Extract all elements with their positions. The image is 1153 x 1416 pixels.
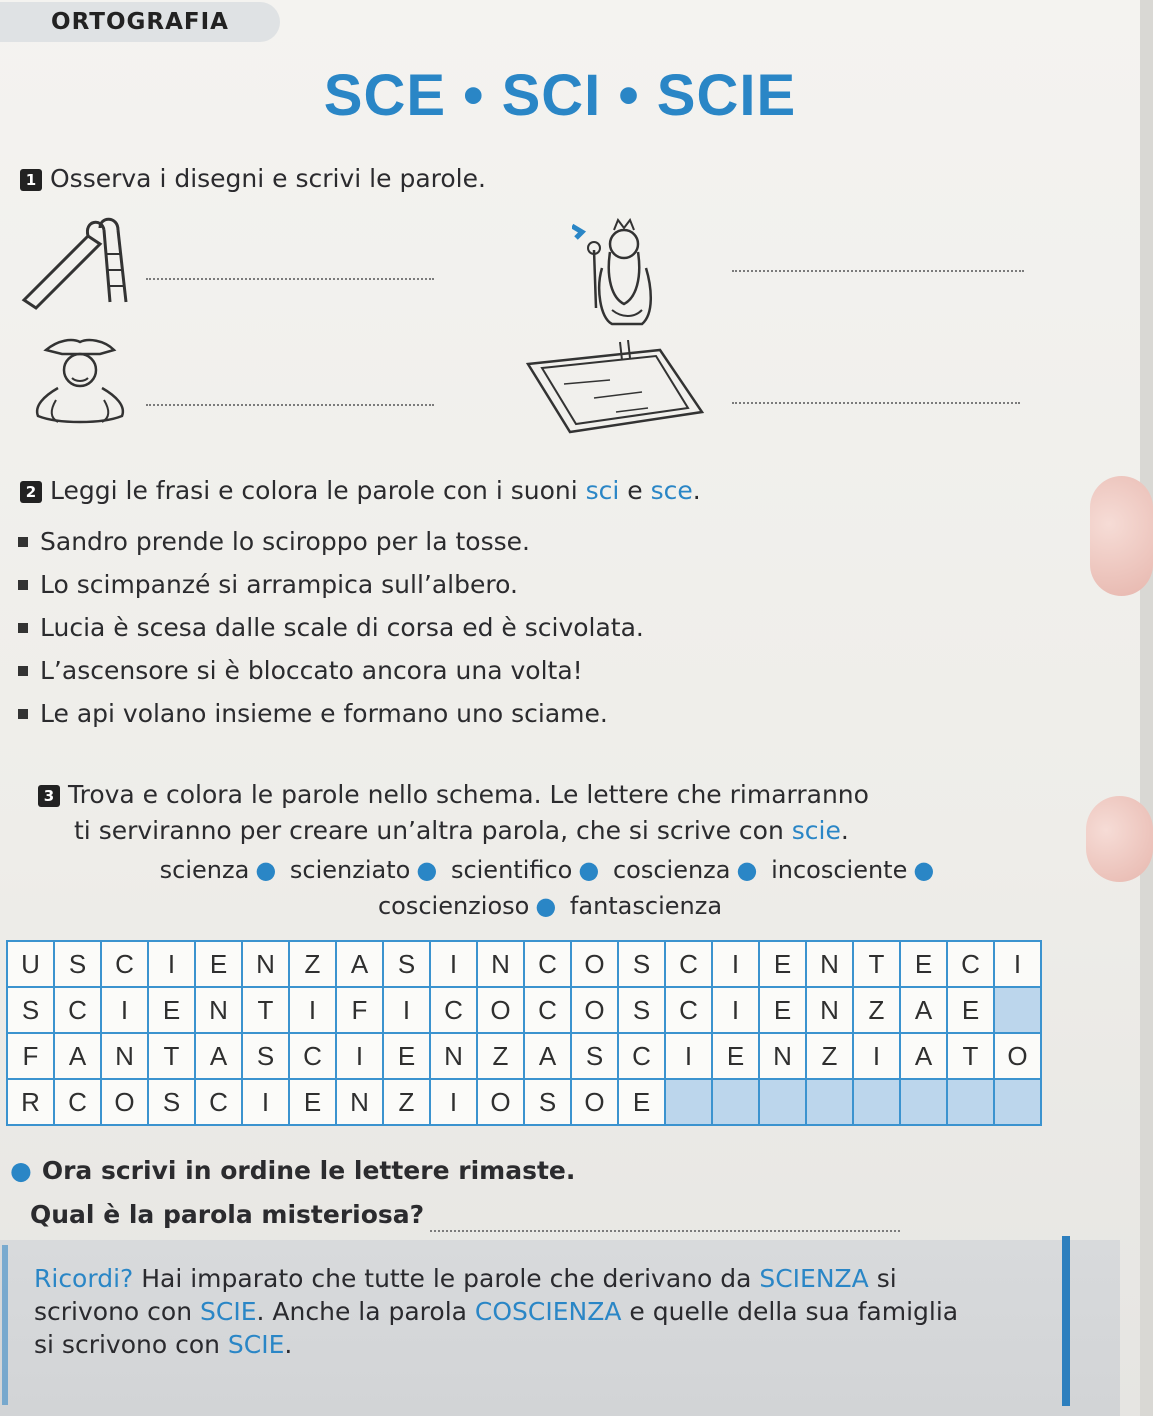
fingertip <box>1090 476 1153 596</box>
grid-cell[interactable]: I <box>337 1034 384 1080</box>
grid-cell[interactable]: C <box>666 942 713 988</box>
grid-cell[interactable]: F <box>8 1034 55 1080</box>
grid-cell[interactable]: C <box>525 942 572 988</box>
grid-cell[interactable]: N <box>102 1034 149 1080</box>
grid-cell[interactable]: C <box>55 1080 102 1126</box>
word-search-grid <box>6 940 1042 1126</box>
grid-cell[interactable]: C <box>619 1034 666 1080</box>
grid-cell-blank[interactable] <box>948 1080 995 1126</box>
word-bank-item: incosciente <box>771 856 908 884</box>
grid-cell[interactable]: O <box>572 1080 619 1126</box>
grid-cell[interactable]: O <box>478 988 525 1034</box>
grid-cell[interactable]: A <box>337 942 384 988</box>
fingertip <box>1086 796 1153 882</box>
word-bank-line-1: scienza ● scienziato ● scientifico ● coscienza ● incosciente ● <box>159 856 935 884</box>
mystery-word-answer-line[interactable] <box>430 1230 900 1232</box>
exercise-1-number: 1 <box>20 169 42 191</box>
grid-cell-blank[interactable] <box>995 1080 1042 1126</box>
followup-instruction: ● Ora scrivi in ordine le lettere rimaste. <box>10 1156 576 1185</box>
sound-sci: sci <box>585 476 620 505</box>
grid-cell[interactable]: I <box>713 942 760 988</box>
answer-line-3[interactable] <box>146 404 434 406</box>
grid-cell[interactable]: A <box>55 1034 102 1080</box>
grid-cell[interactable]: E <box>901 942 948 988</box>
word-bank-line-2: coscienzioso ● fantascienza <box>377 892 723 920</box>
grid-cell[interactable]: C <box>55 988 102 1034</box>
grid-cell[interactable]: C <box>431 988 478 1034</box>
grid-cell[interactable]: N <box>196 988 243 1034</box>
sentence-item[interactable]: L’ascensore si è bloccato ancora una volta! <box>18 649 644 692</box>
grid-cell[interactable]: E <box>196 942 243 988</box>
grid-cell[interactable]: S <box>525 1080 572 1126</box>
grid-cell[interactable]: T <box>854 942 901 988</box>
grid-cell[interactable]: N <box>337 1080 384 1126</box>
grid-cell[interactable]: N <box>760 1034 807 1080</box>
grid-cell[interactable]: E <box>384 1034 431 1080</box>
sound-sce: sce <box>650 476 693 505</box>
exercise-2-number: 2 <box>20 481 42 503</box>
grid-cell-blank[interactable] <box>713 1080 760 1126</box>
grid-cell[interactable]: S <box>384 942 431 988</box>
grid-cell[interactable]: E <box>760 942 807 988</box>
sentence-item[interactable]: Le api volano insieme e formano uno sciame. <box>18 692 644 735</box>
grid-cell[interactable]: E <box>713 1034 760 1080</box>
grid-cell[interactable]: O <box>995 1034 1042 1080</box>
word-bank-item: fantascienza <box>569 892 723 920</box>
grid-cell[interactable]: A <box>901 988 948 1034</box>
grid-cell[interactable]: I <box>431 942 478 988</box>
grid-cell[interactable]: N <box>431 1034 478 1080</box>
grid-cell[interactable]: N <box>807 988 854 1034</box>
grid-cell[interactable]: O <box>478 1080 525 1126</box>
grid-cell[interactable]: C <box>196 1080 243 1126</box>
sentence-item[interactable]: Lo scimpanzé si arrampica sull’albero. <box>18 563 644 606</box>
grid-cell[interactable]: I <box>384 988 431 1034</box>
recall-accent-bar-left <box>2 1245 8 1405</box>
recall-lead: Ricordi? <box>34 1264 134 1293</box>
grid-cell[interactable]: C <box>290 1034 337 1080</box>
exercise-2-instruction: 2 Leggi le frasi e colora le parole con i suoni sci e sce. <box>20 476 701 505</box>
sheriff-drawing <box>28 330 132 426</box>
grid-cell[interactable]: Z <box>807 1034 854 1080</box>
grid-cell[interactable]: Z <box>854 988 901 1034</box>
grid-cell[interactable]: C <box>525 988 572 1034</box>
grid-cell[interactable]: T <box>243 988 290 1034</box>
grid-cell[interactable]: C <box>948 942 995 988</box>
grid-cell-blank[interactable] <box>995 988 1042 1034</box>
grid-cell-blank[interactable] <box>901 1080 948 1126</box>
grid-cell[interactable]: N <box>807 942 854 988</box>
word-bank-item: scienza <box>159 856 250 884</box>
grid-cell[interactable]: I <box>149 942 196 988</box>
grid-cell[interactable]: O <box>572 942 619 988</box>
mystery-word-question: Qual è la parola misteriosa? <box>30 1200 425 1229</box>
grid-cell[interactable]: S <box>243 1034 290 1080</box>
grid-cell-blank[interactable] <box>854 1080 901 1126</box>
grid-cell[interactable]: I <box>713 988 760 1034</box>
grid-cell[interactable]: C <box>666 988 713 1034</box>
sentence-item[interactable]: Lucia è scesa dalle scale di corsa ed è scivolata. <box>18 606 644 649</box>
grid-cell[interactable]: N <box>478 942 525 988</box>
page-title: SCE • SCI • SCIE <box>323 63 797 128</box>
grid-cell[interactable]: Z <box>384 1080 431 1126</box>
grid-cell[interactable]: I <box>290 988 337 1034</box>
grid-cell[interactable]: A <box>901 1034 948 1080</box>
grid-cell[interactable]: I <box>854 1034 901 1080</box>
grid-cell[interactable]: I <box>666 1034 713 1080</box>
answer-line-1[interactable] <box>146 278 434 280</box>
exercise-3-instruction: 3 Trova e colora le parole nello schema. Le lettere che rimarranno <box>38 780 869 809</box>
section-tag: ORTOGRAFIA <box>0 2 280 42</box>
answer-line-2[interactable] <box>732 270 1024 272</box>
grid-cell[interactable]: I <box>995 942 1042 988</box>
grid-cell[interactable]: S <box>619 988 666 1034</box>
grid-cell[interactable]: E <box>760 988 807 1034</box>
king-with-scepter-drawing <box>572 218 668 330</box>
word-bank-item: scientifico <box>450 856 573 884</box>
grid-cell[interactable]: A <box>196 1034 243 1080</box>
grid-cell[interactable]: I <box>243 1080 290 1126</box>
grid-cell[interactable]: T <box>149 1034 196 1080</box>
grid-cell[interactable]: Z <box>290 942 337 988</box>
grid-cell[interactable]: S <box>55 942 102 988</box>
grid-cell[interactable]: F <box>337 988 384 1034</box>
grid-cell[interactable]: E <box>290 1080 337 1126</box>
grid-cell[interactable]: N <box>243 942 290 988</box>
exercise-3-instruction-line2: ti serviranno per creare un’altra parola, che si scrive con scie. <box>74 816 849 845</box>
sentence-item[interactable]: Sandro prende lo sciroppo per la tosse. <box>18 520 644 563</box>
grid-cell-blank[interactable] <box>760 1080 807 1126</box>
scie-highlight: scie <box>791 816 841 845</box>
word-bank-item: scienziato <box>289 856 411 884</box>
grid-cell[interactable]: T <box>948 1034 995 1080</box>
grid-cell-blank[interactable] <box>666 1080 713 1126</box>
grid-cell[interactable]: R <box>8 1080 55 1126</box>
grid-cell-blank[interactable] <box>807 1080 854 1126</box>
grid-cell[interactable]: O <box>102 1080 149 1126</box>
slide-drawing <box>18 214 130 310</box>
grid-cell[interactable]: S <box>572 1034 619 1080</box>
exercise-1-instruction: 1 Osserva i disegni e scrivi le parole. <box>20 164 486 193</box>
grid-cell[interactable]: I <box>431 1080 478 1126</box>
swimming-pool-drawing <box>524 340 706 438</box>
grid-cell[interactable]: A <box>525 1034 572 1080</box>
answer-line-4[interactable] <box>732 402 1020 404</box>
grid-cell[interactable]: C <box>102 942 149 988</box>
grid-cell[interactable]: E <box>948 988 995 1034</box>
word-bank-item: coscienza <box>612 856 731 884</box>
grid-cell[interactable]: O <box>572 988 619 1034</box>
sentence-list <box>18 520 644 735</box>
grid-cell[interactable]: I <box>102 988 149 1034</box>
grid-cell[interactable]: Z <box>478 1034 525 1080</box>
grid-cell[interactable]: E <box>149 988 196 1034</box>
grid-cell[interactable]: S <box>149 1080 196 1126</box>
word-bank-item: coscienzioso <box>377 892 530 920</box>
recall-text: Ricordi? Hai imparato che tutte le parole che derivano da SCIENZA si scrivono con SCIE. Anche la parola COSCIENZA e quelle della sua famiglia si scrivono con SCIE. <box>34 1264 959 1359</box>
grid-cell[interactable]: S <box>619 942 666 988</box>
exercise-3-number: 3 <box>38 785 60 807</box>
grid-cell[interactable]: U <box>8 942 55 988</box>
grid-cell[interactable]: S <box>8 988 55 1034</box>
grid-cell[interactable]: E <box>619 1080 666 1126</box>
page-gutter <box>1140 0 1153 1416</box>
